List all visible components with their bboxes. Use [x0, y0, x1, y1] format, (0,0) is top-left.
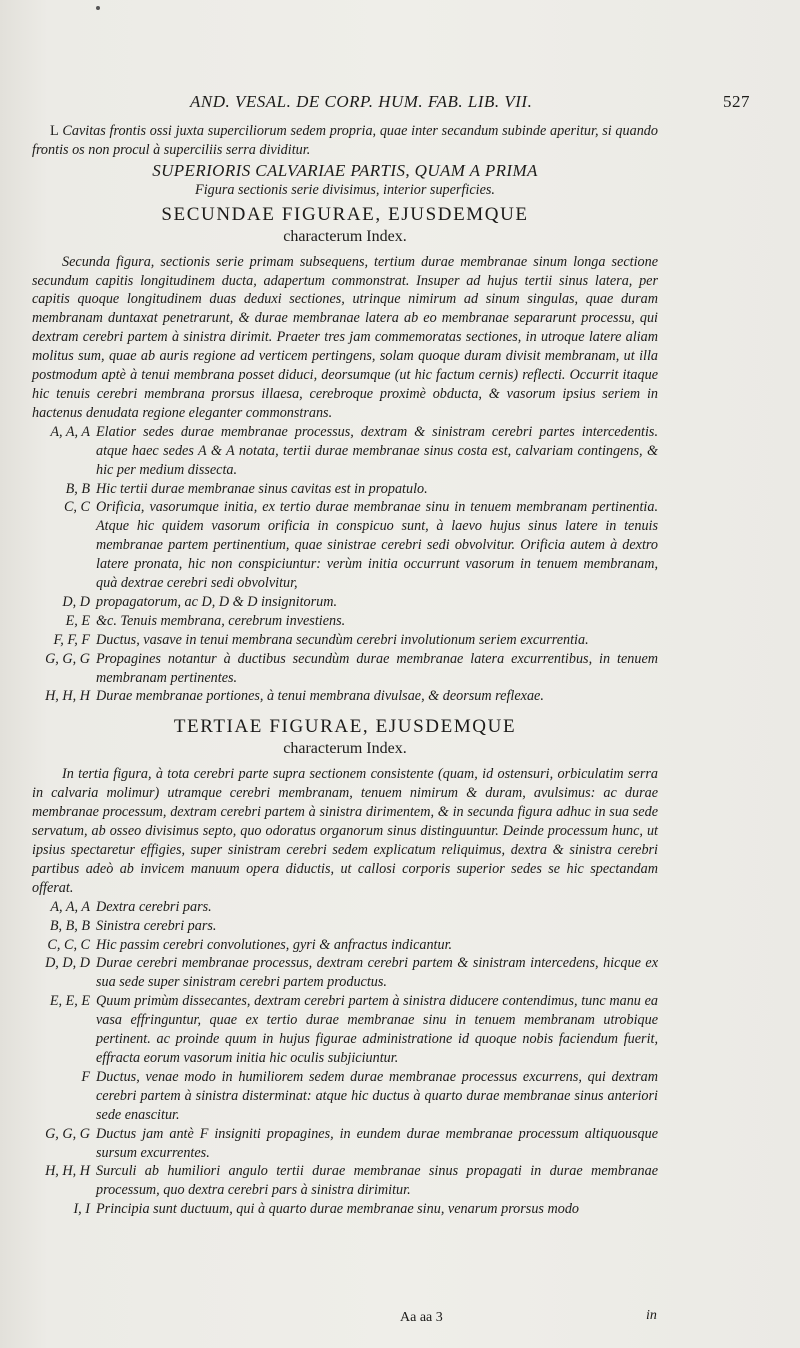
- legend-label: G, G, G: [45, 1125, 90, 1142]
- legend-item: [32, 593, 658, 612]
- legend-text: Ductus, vasave in tenui membrana secundùm cerebri involutionum seriem excurrentia.: [96, 631, 589, 648]
- section3-paragraph: In tertia figura, à tota cerebri parte supra sectionem consistente (quam, id ostensuri, orbiculatim serra in calvaria molimur) utramque cerebri membranam, tenuem nimirum & duram, avulsimus: ac durae membranae processum, dextram cerebri partem à sinistra dirimentem, & in secunda figura adhuc in sua sede servatum, ab osseo divisimus septo, quo odoratus organorum sinus distinguuntur. Deinde processum hunc, ut ipsius spectaretur effigies, super sinistram cerebri sedem explicatum reliquimus, dextra & sinistra cerebri partibus adeò ab invicem manuum opera diductis, ut callosi corporis superior sedes se hic spectandam offerat.: [32, 766, 658, 896]
- section3-subheading: characterum Index.: [283, 740, 407, 758]
- section2-subheading: characterum Index.: [283, 227, 407, 245]
- legend-item: [32, 631, 658, 650]
- legend-label: D, D, D: [45, 955, 90, 972]
- legend-text: Hic passim cerebri convolutiones, gyri & anfractus indicantur.: [96, 936, 453, 953]
- legend-text: Durae cerebri membranae processus, dextram cerebri partem & sinistram intercedens, hicque ex sua sede super sinistram cerebri partem productus.: [96, 955, 658, 991]
- legend-label: A, A, A: [50, 898, 90, 915]
- legend-label: D, D: [62, 593, 90, 610]
- legend-label: F, F, F: [53, 631, 90, 648]
- legend-item: [32, 992, 658, 1068]
- section2-paragraph: Secunda figura, sectionis serie primam subsequens, tertium durae membranae sinum longa sectione secundum capitis longitudinem ducta, adapertum commonstrat. Insuper ad hujus tertii sinus latera, per capitis quoque longitudinem duas deduxi sectiones, utrinque nimirum ad sinum singulas, quae duram membranam duntaxat penetrarunt, & durae membranae latera ab eo membranae separarunt processu, qui dextram cerebri partem à sinistra dirimit. Praeter tres jam commemoratas sectiones, in utroque latere aliam molitus sum, quae ab auris regione ad verticem pertingens, solam quoque duram divisit membranam, ut illa postmodum aptè à tenui membrana posset diduci, deorsumque (ut hic factum cernis) reflecti. Occurrit itaque hic tenuis cerebri membrana prorsus illaesa, cerebroque proximè obducta, & vasorum ipsius seriem in hactenus denudata regione eleganter commonstrans.: [32, 253, 658, 421]
- legend-text: Elatior sedes durae membranae processus, dextram & sinistram cerebri partes intercedentis. atque haec sedes A & A notata, tertii durae membranae sinus costa est, calvariam contingens, & hic per medium dissecta.: [96, 423, 658, 478]
- legend-text: Durae membranae portiones, à tenui membrana divulsae, & deorsum reflexae.: [96, 688, 544, 705]
- legend-item: [32, 498, 658, 593]
- intro-text: Cavitas frontis ossi juxta superciliorum sedem propria, quae inter secandum subinde aperitur, si quando frontis os non procul à superciliis serra dividitur.: [32, 123, 658, 158]
- subtitle-line1: SUPERIORIS CALVARIAE PARTIS, QUAM A PRIMA: [152, 160, 538, 180]
- legend-text: Surculi ab humiliori angulo tertii durae membranae sinus propagati in durae membranae processum, quo dextra cerebri pars à sinistra dirimitur.: [96, 1163, 658, 1199]
- legend-item: [32, 1068, 658, 1125]
- legend-label: H, H, H: [45, 1163, 90, 1180]
- subtitle-line2: Figura sectionis serie divisimus, interior superficies.: [195, 181, 495, 198]
- intro-item: [32, 122, 658, 160]
- running-title: AND. VESAL. DE CORP. HUM. FAB. LIB. VII.: [190, 92, 533, 111]
- legend-label: C, C: [63, 499, 90, 516]
- legend-label: B, B, B: [49, 917, 90, 934]
- section3-heading: TERTIAE FIGURAE, EJUSDEMQUE: [173, 716, 517, 738]
- section2-heading: SECUNDAE FIGURAE, EJUSDEMQUE: [161, 203, 529, 225]
- legend-text: Dextra cerebri pars.: [96, 898, 212, 915]
- legend-text: &c. Tenuis membrana, cerebrum investiens.: [96, 612, 346, 629]
- page-number: 527: [723, 92, 750, 111]
- legend-item: [32, 1125, 658, 1163]
- signature-mark: Aa aa 3: [400, 1310, 443, 1325]
- legend-item: [32, 612, 658, 631]
- ink-speck: [96, 6, 100, 10]
- legend-label: C, C, C: [47, 936, 90, 953]
- legend-item: [32, 936, 658, 955]
- legend-text: Hic tertii durae membranae sinus cavitas est in propatulo.: [96, 480, 428, 497]
- legend-label: E, E: [65, 612, 90, 629]
- legend-label: B, B: [65, 480, 90, 497]
- legend-text: Orificia, vasorumque initia, ex tertio durae membranae sinu in tenuem membranam pertinentia. Atque hic quidem vasorum orificia in conspicuo sunt, à laevo hujus sinus latere in tenuis membranae partem pertinentium, quae sinistrae cerebri sedi obvolvitur. Orificia autem à dextro latere pronata, hic non conspiciuntur: verùm initia occurrunt vasorum in tenuem membranam, quà dextrae cerebri sedi obvolvitur,: [96, 499, 658, 592]
- legend-text: Propagines notantur à ductibus secundùm durae membranae latera excurrentibus, in tenuem membranam pertinentes.: [96, 650, 658, 686]
- legend-label: H, H, H: [45, 688, 90, 705]
- legend-item: [32, 687, 658, 706]
- legend-item: [32, 917, 658, 936]
- legend-text: Quum primùm dissecantes, dextram cerebri partem à sinistra diducere contendimus, tunc manu ea vasa effringuntur, quae ex tertio durae membranae sinu in tenuem membranam utrobique pertinent. ac proinde quum in hujus figurae administratione id quoque nobis faciendum fuerit, effracta eorum vasorum initia hic oculis subjiciuntur.: [96, 993, 658, 1066]
- legend-label: E, E, E: [49, 993, 90, 1010]
- legend-item: [32, 954, 658, 992]
- legend-label: F: [81, 1068, 90, 1085]
- legend-label: I, I: [73, 1201, 90, 1218]
- legend-text: Ductus jam antè F insigniti propagines, in eundem durae membranae processum altiquousque sursum excurrentes.: [96, 1125, 658, 1161]
- legend-item: [32, 650, 658, 688]
- legend-text: Ductus, venae modo in humiliorem sedem durae membranae processus excurrens, qui dextram cerebri partem à sinistra disterminat: atque hic ductus à quarto durae membranae sinus anteriori sede enascitur.: [96, 1068, 658, 1123]
- legend-text: propagatorum, ac D, D & D insignitorum.: [96, 593, 338, 610]
- legend-label: G, G, G: [45, 650, 90, 667]
- legend-item: [32, 1200, 658, 1219]
- catchword: in: [646, 1308, 657, 1323]
- legend-item: [32, 480, 658, 499]
- legend-text: Principia sunt ductuum, qui à quarto durae membranae sinu, venarum prorsus modo: [96, 1201, 580, 1218]
- text-block: [32, 122, 658, 1219]
- section2-legend: [32, 423, 658, 707]
- legend-item: [32, 423, 658, 480]
- legend-text: Sinistra cerebri pars.: [96, 917, 217, 934]
- legend-label: A, A, A: [50, 423, 90, 440]
- legend-item: [32, 1162, 658, 1200]
- intro-label: L: [50, 123, 59, 139]
- section3-legend: [32, 898, 658, 1219]
- legend-item: [32, 898, 658, 917]
